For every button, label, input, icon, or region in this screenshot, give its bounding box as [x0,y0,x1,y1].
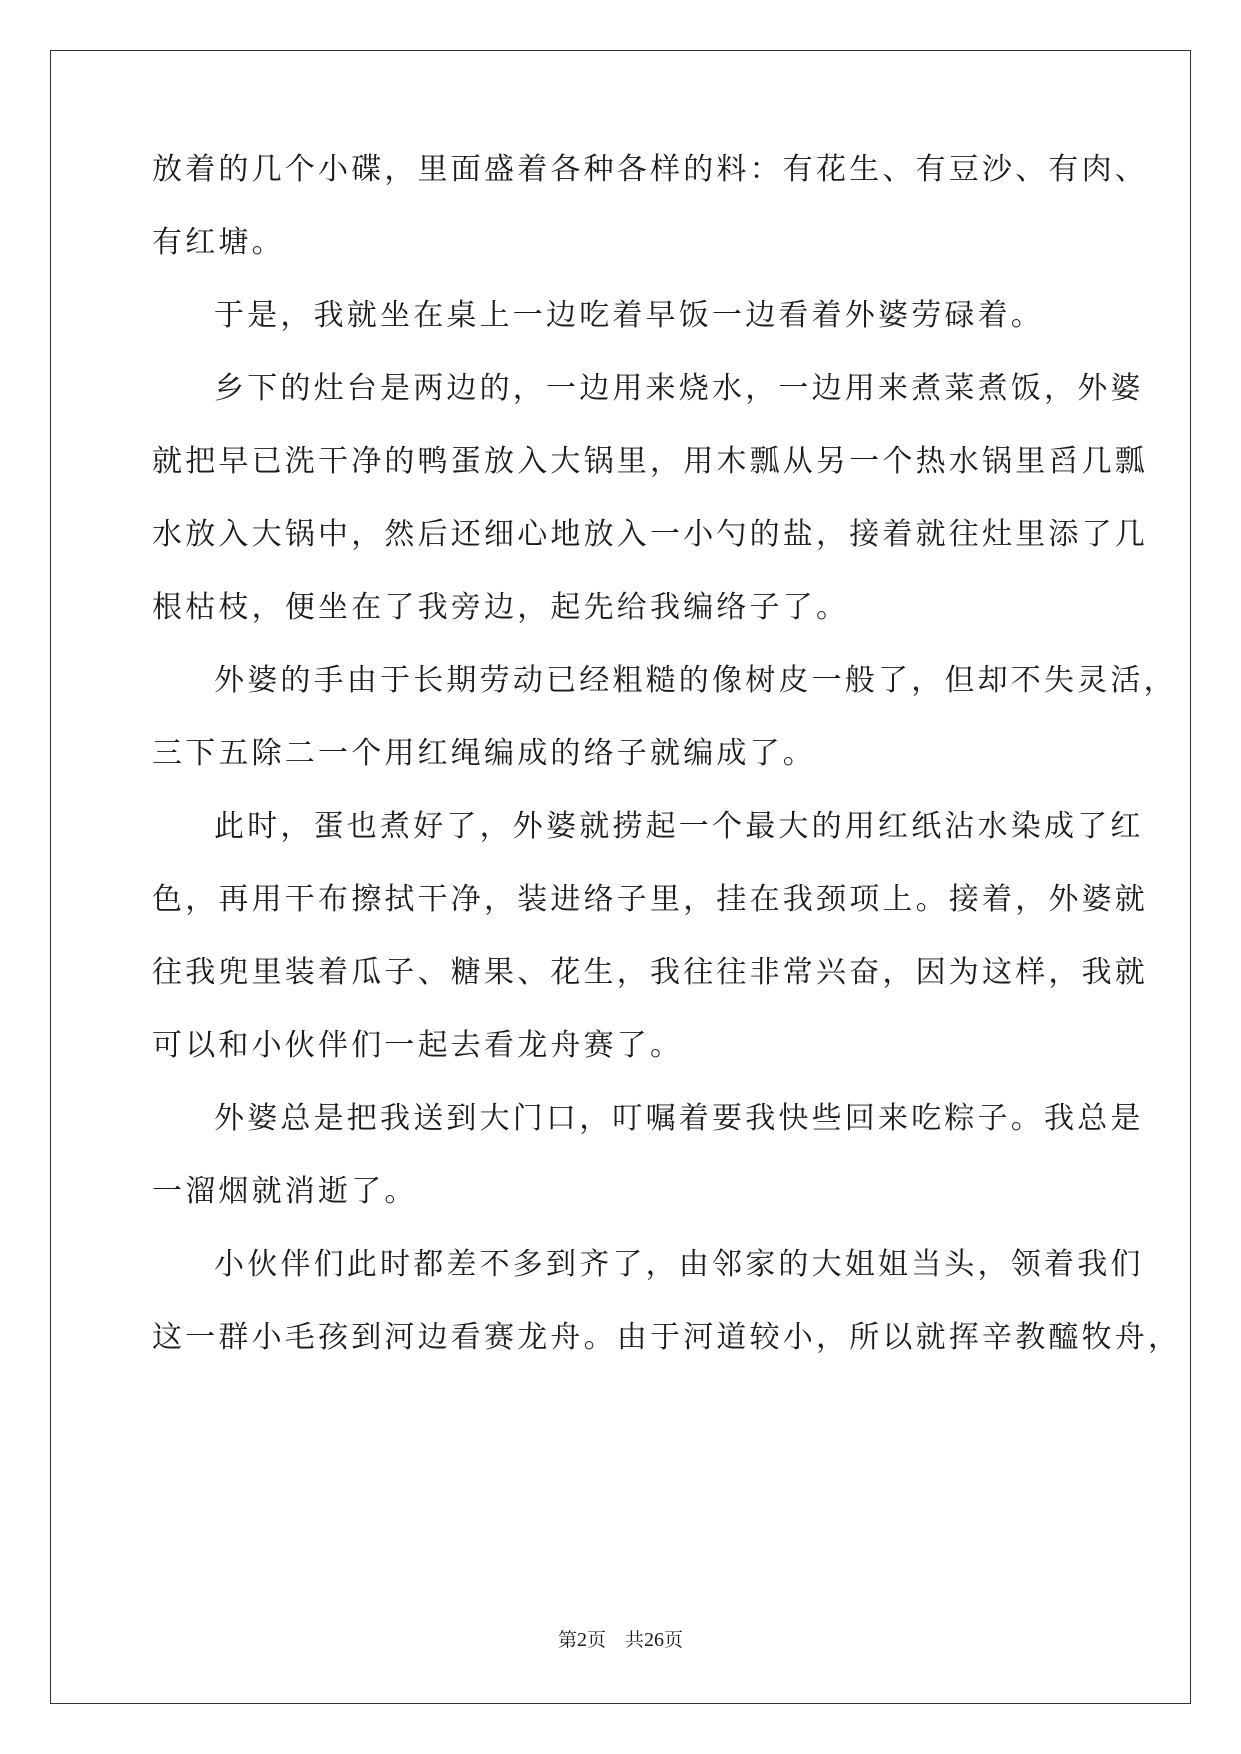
paragraph-start: 此时，蛋也煮好了，外婆就捞起一个最大的用红纸沾水染成了红 [214,809,1144,844]
text-line: 这一群小毛孩到河边看赛龙舟。由于河道较小，所以就挥辛教醯牧舟， [152,1320,1182,1355]
text-line: 往我兜里装着瓜子、糖果、花生，我往往非常兴奋，因为这样，我就 [152,955,1148,990]
page-footer [0,1628,1241,1652]
text-line: 水放入大锅中，然后还细心地放入一小勺的盐，接着就往灶里添了几 [152,517,1148,552]
paragraph-start: 于是，我就坐在桌上一边吃着早饭一边看着外婆劳碌着。 [214,298,1044,333]
text-line: 一溜烟就消逝了。 [152,1174,418,1209]
text-line: 就把早已洗干净的鸭蛋放入大锅里，用木瓢从另一个热水锅里舀几瓢 [152,444,1148,479]
paragraph-start: 乡下的灶台是两边的，一边用来烧水，一边用来煮菜煮饭，外婆 [214,371,1144,406]
text-line: 放着的几个小碟，里面盛着各种各样的料：有花生、有豆沙、有肉、 [152,152,1148,187]
paragraph-start: 外婆总是把我送到大门口，叮嘱着要我快些回来吃粽子。我总是 [214,1101,1144,1136]
text-line: 三下五除二一个用红绳编成的络子就编成了。 [152,736,816,771]
text-line: 可以和小伙伴们一起去看龙舟赛了。 [152,1028,684,1063]
text-line: 根枯枝，便坐在了我旁边，起先给我编络子了。 [152,590,850,625]
footer-mid: 页 共 [586,1629,644,1651]
total-page-number: 26 [644,1629,664,1651]
current-page-number: 2 [576,1629,587,1651]
footer-suffix: 页 [664,1629,684,1651]
text-line: 有红塘。 [152,225,285,260]
paragraph-start: 外婆的手由于长期劳动已经粗糙的像树皮一般了，但却不失灵活， [214,663,1177,698]
paragraph-start: 小伙伴们此时都差不多到齐了，由邻家的大姐姐当头，领着我们 [214,1247,1144,1282]
footer-prefix: 第 [557,1629,577,1651]
text-line: 色，再用干布擦拭干净，装进络子里，挂在我颈项上。接着，外婆就 [152,882,1148,917]
